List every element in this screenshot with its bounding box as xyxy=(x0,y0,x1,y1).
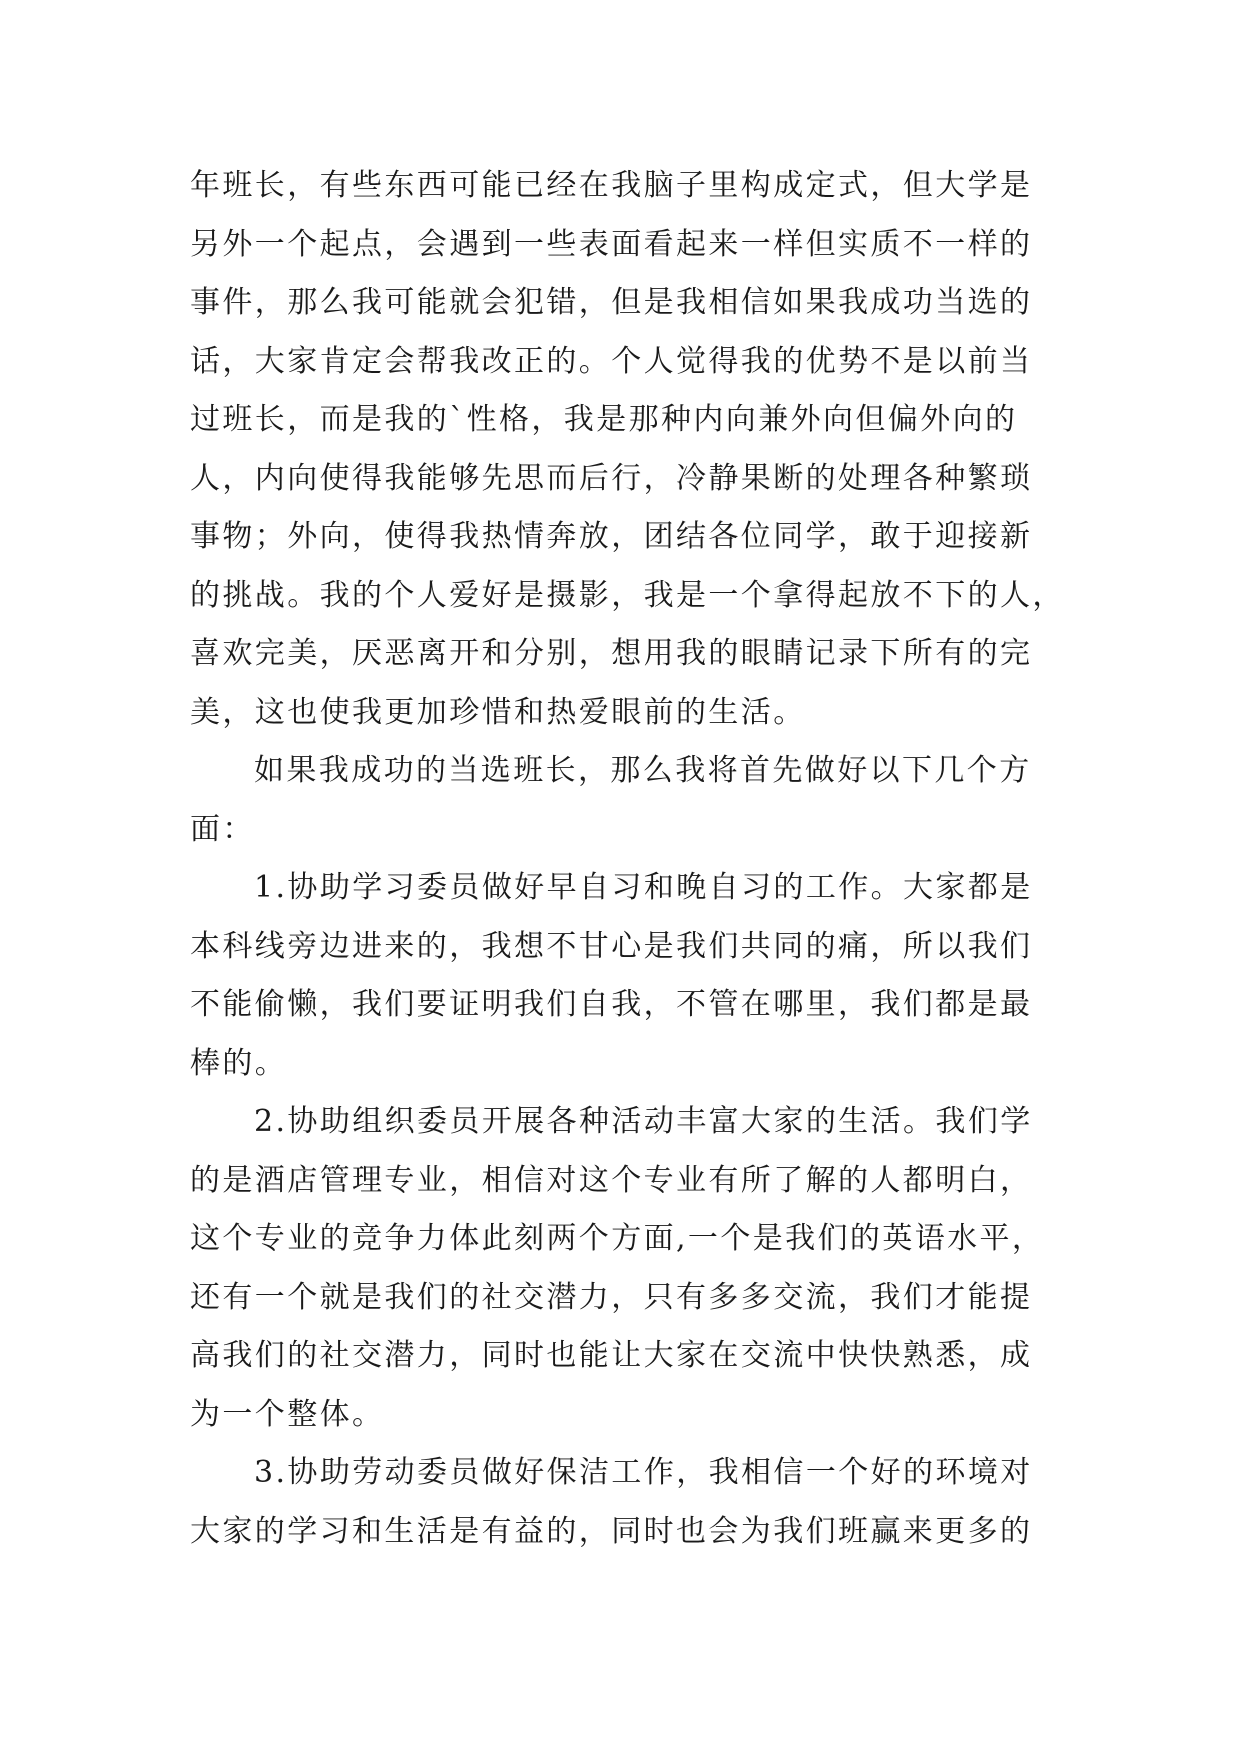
text-line: 喜欢完美，厌恶离开和分别，想用我的眼睛记录下所有的完 xyxy=(190,636,1033,671)
text-line: 人，内向使得我能够先思而后行，冷静果断的处理各种繁琐 xyxy=(190,460,1033,496)
text-line: 大家的学习和生活是有益的，同时也会为我们班赢来更多的 xyxy=(190,1513,1033,1549)
text-line: 这个专业的竞争力体此刻两个方面,一个是我们的英语水平， xyxy=(190,1221,1045,1256)
text-line: 面： xyxy=(190,811,255,847)
body-text xyxy=(190,157,1065,1561)
text-line: 2.协助组织委员开展各种活动丰富大家的生活。我们学 xyxy=(254,1104,1033,1139)
text-line: 棒的。 xyxy=(190,1045,288,1081)
text-line: 本科线旁边进来的，我想不甘心是我们共同的痛，所以我们 xyxy=(190,928,1033,964)
text-line: 还有一个就是我们的社交潜力，只有多多交流，我们才能提 xyxy=(190,1279,1033,1315)
text-line: 美，这也使我更加珍惜和热爱眼前的生活。 xyxy=(190,694,806,730)
text-line: 事物；外向，使得我热情奔放，团结各位同学，敢于迎接新 xyxy=(190,519,1033,554)
text-line: 不能偷懒，我们要证明我们自我，不管在哪里，我们都是最 xyxy=(190,987,1033,1022)
text-line: 的挑战。我的个人爱好是摄影，我是一个拿得起放不下的人， xyxy=(190,577,1065,613)
text-line: 高我们的社交潜力，同时也能让大家在交流中快快熟悉，成 xyxy=(190,1338,1033,1373)
text-line: 的是酒店管理专业，相信对这个专业有所了解的人都明白， xyxy=(190,1162,1033,1198)
text-line: 为一个整体。 xyxy=(190,1396,385,1432)
text-line: 1.协助学习委员做好早自习和晚自习的工作。大家都是 xyxy=(254,870,1033,905)
text-line: 过班长，而是我的`性格，我是那种内向兼外向但偏外向的 xyxy=(190,402,1018,437)
text-line: 话，大家肯定会帮我改正的。个人觉得我的优势不是以前当 xyxy=(190,343,1033,379)
text-line: 如果我成功的当选班长，那么我将首先做好以下几个方 xyxy=(254,753,1032,788)
text-line: 另外一个起点，会遇到一些表面看起来一样但实质不一样的 xyxy=(190,226,1033,262)
text-line: 事件，那么我可能就会犯错，但是我相信如果我成功当选的 xyxy=(190,285,1033,320)
text-line: 年班长，有些东西可能已经在我脑子里构成定式，但大学是 xyxy=(190,168,1033,203)
text-line: 3.协助劳动委员做好保洁工作，我相信一个好的环境对 xyxy=(254,1455,1033,1490)
